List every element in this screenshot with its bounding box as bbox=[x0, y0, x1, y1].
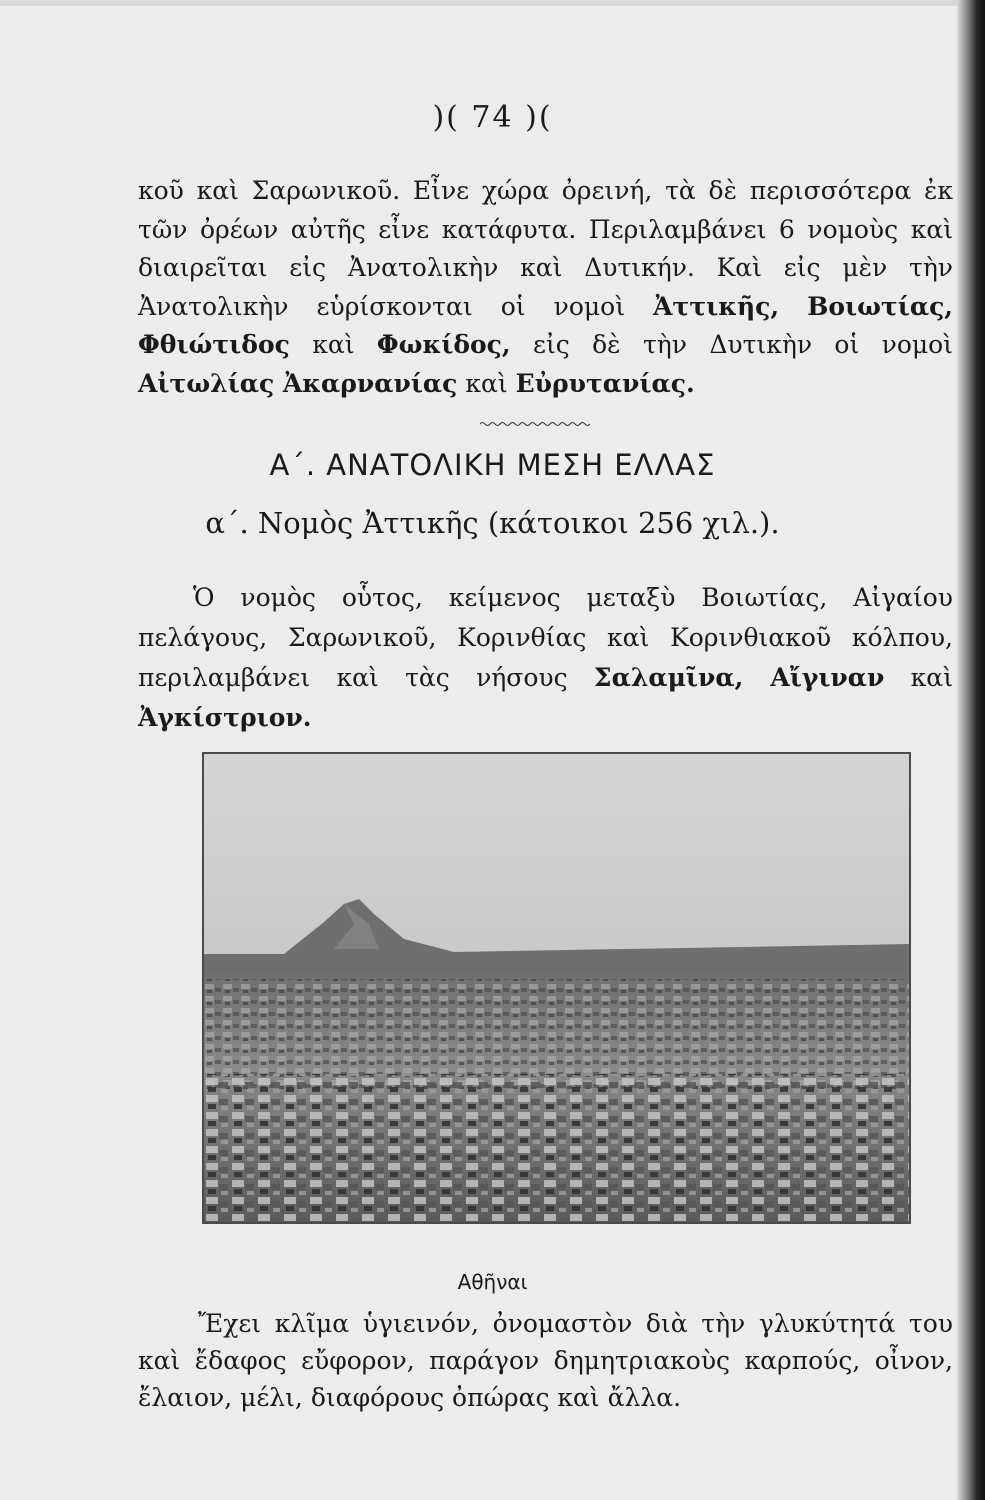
page-number: )( 74 )( bbox=[432, 100, 553, 135]
page-binding-shadow bbox=[957, 0, 985, 1500]
photo-caption: Αθῆναι bbox=[457, 1270, 528, 1294]
subsection-title: α΄. Νομὸς Ἀττικῆς (κάτοικοι 256 χιλ.). bbox=[205, 506, 780, 540]
term-boiotias: Βοιωτίας, bbox=[807, 291, 953, 321]
conj-kai: καὶ bbox=[457, 368, 516, 398]
intro-text-start: κοῦ καὶ Σαρωνικοῦ. Εἶνε χώρα ὀρεινή, τὰ δὲ περισσότερα ἐκ τῶν ὀρέων αὐτῆς εἶνε κατάφυτα. Περιλαμβάνει 6 νομοὺς καὶ διαιρεῖται εἰς Ἀνατολικὴν καὶ Δυτικήν. Καὶ εἰς μὲν τὴν Ἀνατολικὴν εὑρίσκονται οἱ νομοὶ bbox=[138, 176, 953, 321]
wavy-divider bbox=[480, 420, 590, 428]
intro-paragraph bbox=[138, 172, 953, 403]
attica-paragraph bbox=[138, 578, 953, 738]
conj-kai: καὶ bbox=[289, 330, 377, 359]
term-agkistrion: Ἀγκίστριον. bbox=[138, 703, 312, 732]
term-islands: Σαλαμῖνα, Αἴγιναν bbox=[593, 663, 885, 692]
attica-text: Ὁ νομὸς οὗτος, κείμενος μεταξὺ Βοιωτίας, Αἰγαίου πελάγους, Σαρωνικοῦ, Κορινθίας καὶ Κορινθιακοῦ κόλπου, περιλαμβάνει καὶ τὰς νήσους bbox=[138, 583, 953, 692]
term-evrytanias: Εὐρυτανίας. bbox=[515, 368, 695, 398]
term-attikis: Ἀττικῆς, bbox=[653, 291, 780, 321]
term-aitolias-akarnanias: Αἰτωλίας Ἀκαρνανίας bbox=[138, 368, 458, 398]
athens-photo bbox=[202, 752, 911, 1224]
page-top-edge bbox=[0, 0, 985, 6]
intro-text-middle: εἰς δὲ τὴν Δυτικὴν οἱ νομοὶ bbox=[510, 330, 953, 359]
term-fokidos: Φωκίδος, bbox=[376, 330, 511, 359]
term-fthiotidos: Φθιώτιδος bbox=[138, 330, 290, 359]
climate-paragraph: Ἔχει κλῖμα ὑγιεινόν, ὀνομαστὸν διὰ τὴν γλυκύτητά του καὶ ἔδαφος εὔφορον, παράγον δημητριακοὺς καρπούς, οἶνον, ἔλαιον, μέλι, διαφόρους ὀπώρας καὶ ἄλλα. bbox=[138, 1309, 953, 1412]
conj-kai: καὶ bbox=[884, 663, 953, 692]
athens-photo-image bbox=[204, 754, 909, 1222]
section-title: Α΄. ΑΝΑΤΟΛΙΚΗ ΜΕΣΗ ΕΛΛΑΣ bbox=[269, 448, 716, 482]
